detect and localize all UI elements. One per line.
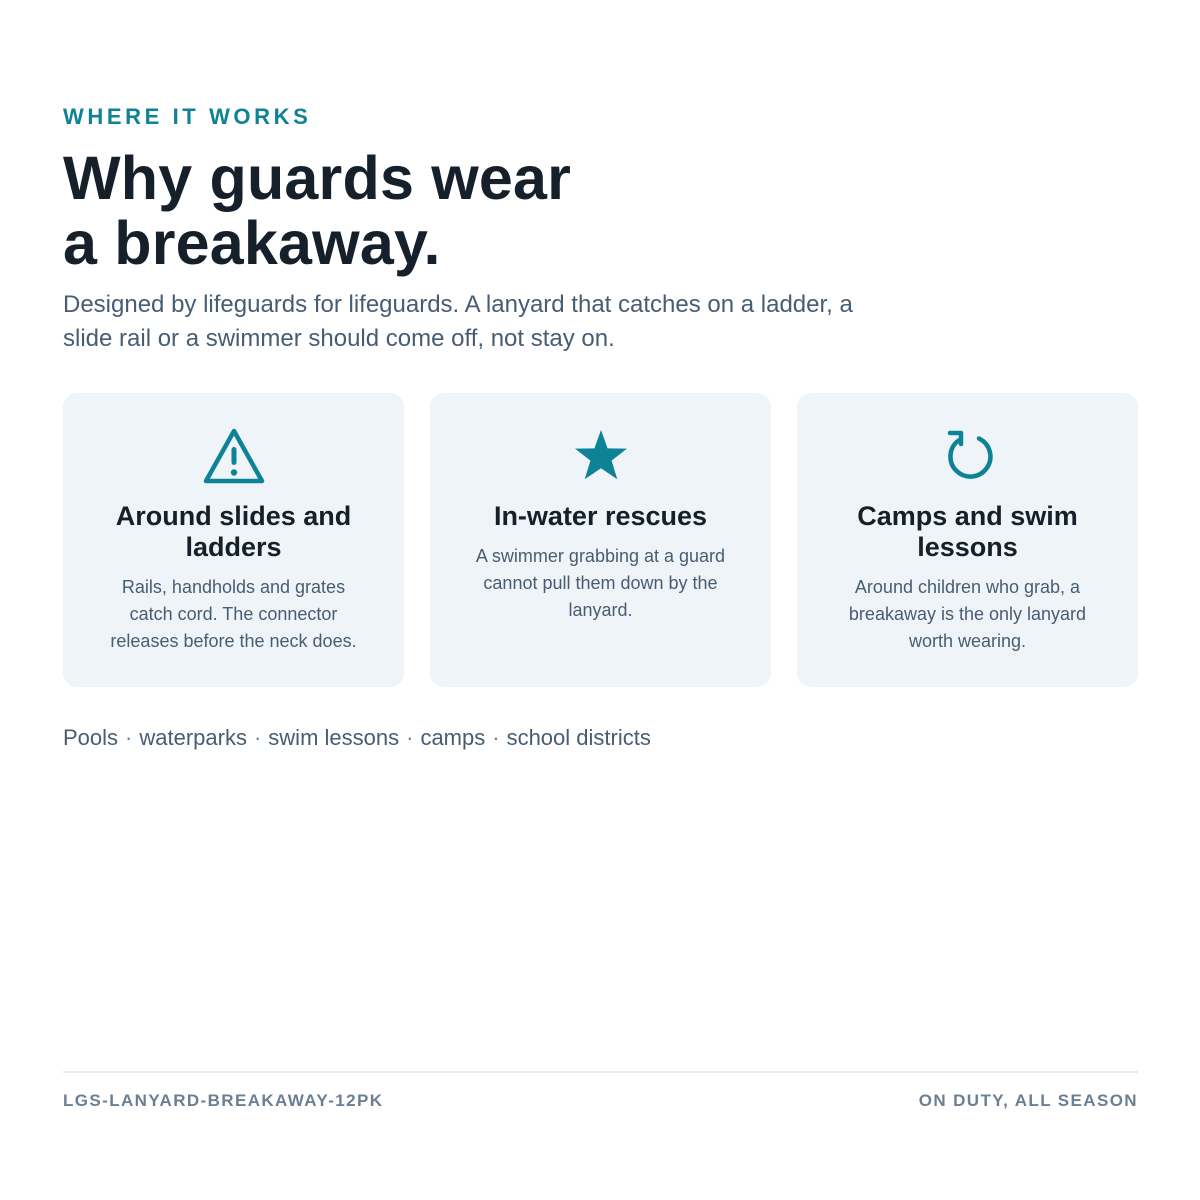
card-text-line: cannot pull them down by the [483, 573, 718, 593]
venue-separator: · [406, 725, 414, 750]
refresh-icon [936, 427, 1000, 485]
footer-divider [63, 1071, 1138, 1073]
card-text-line: lanyard. [568, 600, 633, 620]
section-eyebrow: WHERE IT WORKS [63, 104, 312, 129]
intro-line-1: Designed by lifeguards for lifeguards. A lanyard that catches on a ladder, a [63, 291, 853, 318]
card-title-line: ladders [185, 532, 282, 562]
page-title-line-2: a breakaway. [63, 209, 441, 277]
card-text-line: Around children who grab, a [854, 577, 1081, 597]
venue-item: waterparks [139, 725, 247, 750]
card-title-line: lessons [917, 532, 1018, 562]
card-camps-swim-lessons [797, 393, 1138, 687]
card-slides-ladders [63, 393, 404, 687]
venue-item: school districts [506, 725, 651, 750]
card-title-line: Around slides and [115, 501, 352, 531]
footer-tagline: ON DUTY, ALL SEASON [918, 1091, 1138, 1110]
page-title [63, 146, 763, 276]
intro-text [63, 288, 923, 356]
intro-line-2: slide rail or a swimmer should come off, not stay on. [63, 325, 615, 352]
card-text-line: breakaway is the only lanyard [848, 604, 1087, 624]
card-description [446, 543, 755, 624]
star-icon [569, 427, 633, 485]
card-title [813, 501, 1122, 563]
card-title [446, 501, 755, 532]
card-title-line: Camps and swim [857, 501, 1078, 531]
page [63, 0, 1138, 1200]
venue-separator: · [492, 725, 500, 750]
card-text-line: catch cord. The connector [129, 604, 338, 624]
card-description [813, 574, 1122, 655]
venue-item: camps [420, 725, 486, 750]
card-title-line: In-water rescues [493, 501, 708, 531]
venue-list [63, 723, 651, 753]
venue-item: Pools [63, 725, 119, 750]
card-text-line: Rails, handholds and grates [121, 577, 346, 597]
card-description [79, 574, 388, 655]
product-sku: LGS-LANYARD-BREAKAWAY-12PK [63, 1091, 384, 1110]
card-text-line: releases before the neck does. [110, 631, 357, 651]
card-text-line: worth wearing. [908, 631, 1027, 651]
card-in-water-rescues [430, 393, 771, 687]
card-title [79, 501, 388, 563]
venue-item: swim lessons [268, 725, 400, 750]
venue-separator: · [253, 725, 262, 750]
use-case-cards [63, 393, 1138, 687]
warning-triangle-icon [202, 427, 266, 485]
card-text-line: A swimmer grabbing at a guard [475, 546, 726, 566]
page-title-line-1: Why guards wear [63, 144, 572, 212]
venue-separator: · [125, 725, 133, 750]
